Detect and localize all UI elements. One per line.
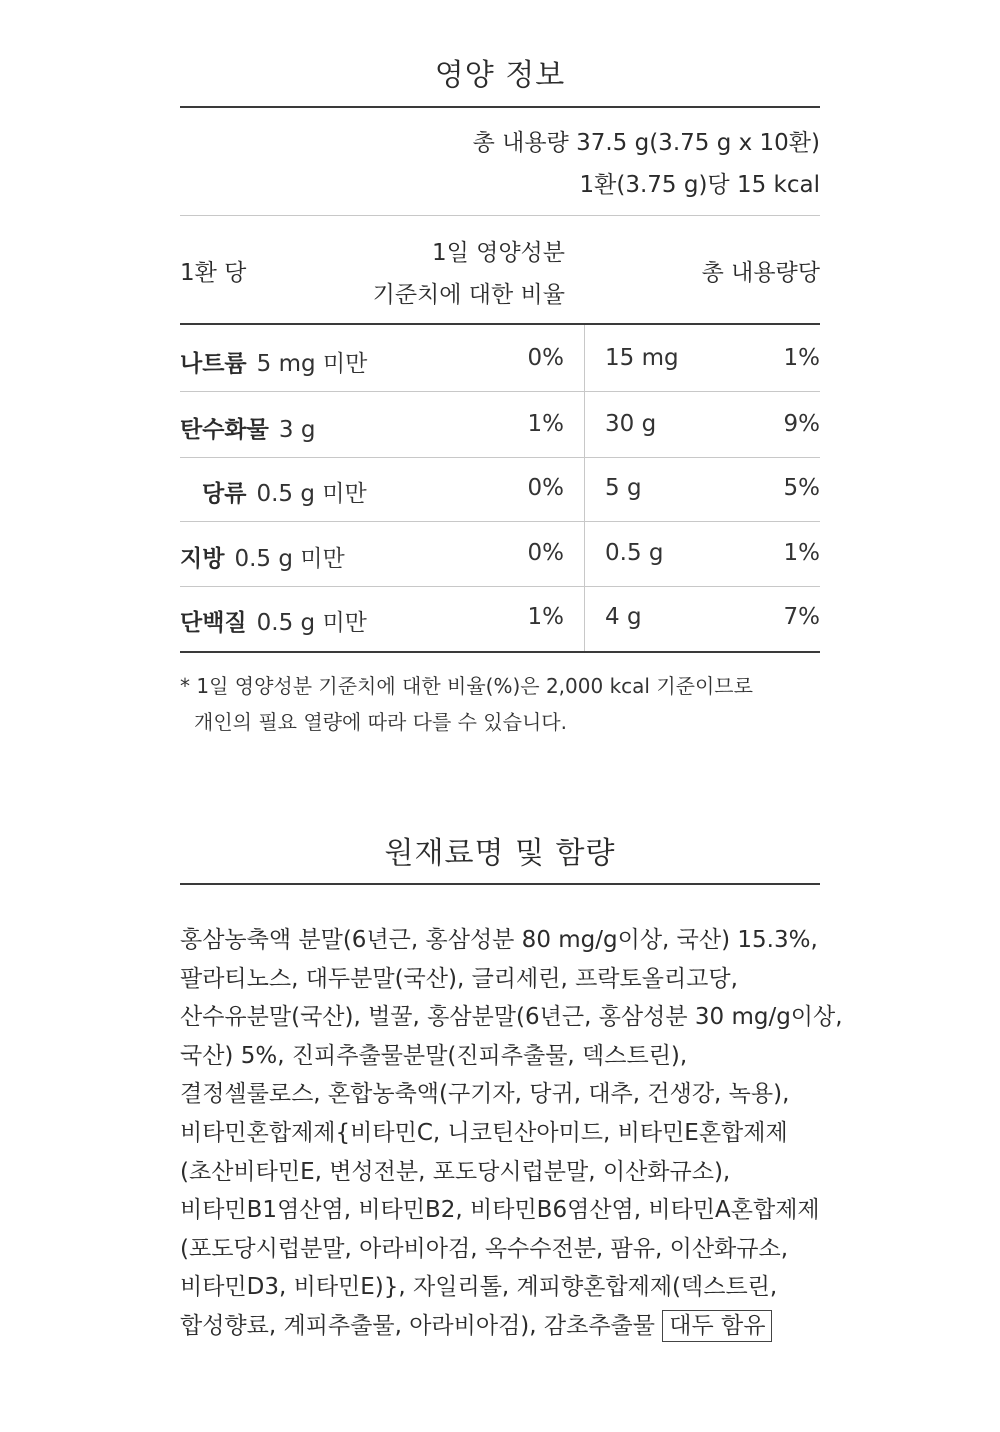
nutrient-total-pct: 1%	[783, 345, 820, 371]
ingredients-line: 산수유분말(국산), 벌꿀, 홍삼분말(6년근, 홍삼성분 30 mg/g이상,	[180, 1004, 843, 1031]
nutrient-total-pct: 1%	[783, 540, 820, 566]
total-content-block	[180, 122, 820, 206]
nutrient-daily-pct: 1%	[527, 604, 564, 630]
row-divider	[180, 391, 820, 392]
footnote-line1: * 1일 영양성분 기준치에 대한 비율(%)은 2,000 kcal 기준이므로	[180, 674, 753, 698]
header-daily-line2: 기준치에 대한 비율	[372, 282, 565, 308]
nutrient-total-amount: 5 g	[605, 475, 642, 501]
nutrient-row-sugars	[180, 457, 820, 521]
nutrient-amount: 0.5 g 미만	[256, 610, 367, 636]
nutrient-row-fat	[180, 522, 820, 586]
ingredients-line: 팔라티노스, 대두분말(국산), 글리세린, 프락토올리고당,	[180, 965, 738, 992]
nutrient-amount: 0.5 g 미만	[256, 481, 367, 507]
nutrition-top-divider	[180, 106, 820, 108]
nutrient-daily-pct: 0%	[527, 475, 564, 501]
nutrient-daily-pct: 1%	[527, 411, 564, 437]
nutrient-total-amount: 4 g	[605, 604, 642, 630]
nutrient-total-amount: 30 g	[605, 411, 657, 437]
ingredients-line: (포도당시럽분말, 아라비아검, 옥수수전분, 팜유, 이산화규소,	[180, 1235, 789, 1262]
ingredients-line: 비타민D3, 비타민E)}, 자일리톨, 계피향혼합제제(덱스트린,	[180, 1274, 778, 1301]
footnote-line2: 개인의 필요 열량에 따라 다를 수 있습니다.	[194, 710, 567, 734]
nutrient-row-protein	[180, 586, 820, 650]
total-content-line: 총 내용량 37.5 g(3.75 g x 10환)	[472, 130, 820, 156]
nutrient-row-carbohydrate	[180, 393, 820, 457]
header-per-unit: 1환 당	[180, 260, 247, 286]
ingredients-line: 비타민B1염산염, 비타민B2, 비타민B6염산염, 비타민A혼합제제	[180, 1197, 820, 1224]
nutrient-name	[180, 540, 345, 573]
ingredients-line: 홍삼농축액 분말(6년근, 홍삼성분 80 mg/g이상, 국산) 15.3%,	[180, 927, 818, 953]
nutrition-header-row	[180, 216, 820, 324]
nutrient-label: 당류	[202, 481, 247, 507]
nutrient-total-amount: 0.5 g	[605, 540, 664, 566]
nutrient-label: 탄수화물	[180, 417, 269, 443]
nutrient-total-pct: 7%	[783, 604, 820, 630]
calories-per-unit-line: 1환(3.75 g)당 15 kcal	[579, 172, 820, 198]
header-total: 총 내용량당	[701, 260, 820, 286]
ingredients-line: 국산) 5%, 진피추출물분말(진피추출물, 덱스트린),	[180, 1042, 688, 1069]
nutrient-label: 지방	[180, 546, 225, 572]
nutrient-name	[180, 411, 315, 444]
table-bottom-divider	[180, 651, 820, 653]
nutrient-label: 나트륨	[180, 351, 247, 377]
nutrient-row-sodium	[180, 327, 820, 391]
nutrition-title: 영양 정보	[434, 58, 566, 93]
nutrient-name	[180, 604, 367, 637]
nutrient-daily-pct: 0%	[527, 345, 564, 371]
nutrient-daily-pct: 0%	[527, 540, 564, 566]
header-daily-line1: 1일 영양성분	[431, 240, 565, 266]
ingredients-title: 원재료명 및 함량	[384, 836, 616, 871]
ingredients-last-line	[180, 1307, 820, 1346]
nutrient-label: 단백질	[180, 610, 247, 636]
nutrient-total-amount: 15 mg	[605, 345, 679, 371]
nutrient-name	[180, 345, 367, 378]
ingredients-line: (초산비타민E, 변성전분, 포도당시럽분말, 이산화규소),	[180, 1158, 731, 1185]
nutrient-amount: 5 mg 미만	[256, 351, 368, 377]
ingredients-line: 결정셀룰로스, 혼합농축액(구기자, 당귀, 대추, 건생강, 녹용),	[180, 1081, 790, 1108]
nutrient-total-pct: 9%	[783, 411, 820, 437]
nutrient-total-pct: 5%	[783, 475, 820, 501]
header-daily-value	[373, 232, 565, 316]
ingredients-divider	[180, 883, 820, 885]
nutrient-amount: 0.5 g 미만	[234, 546, 345, 572]
ingredients-line: 합성향료, 계피추출물, 아라비아검), 감초추출물	[180, 1312, 655, 1339]
header-divider	[180, 323, 820, 325]
ingredients-line: 비타민혼합제제{비타민C, 니코틴산아미드, 비타민E혼합제제	[180, 1119, 788, 1146]
ingredients-list	[180, 921, 843, 1346]
nutrient-amount: 3 g	[278, 417, 316, 443]
nutrient-name	[202, 475, 367, 508]
nutrition-footnote	[180, 668, 820, 740]
allergen-badge: 대두 함유	[662, 1310, 772, 1342]
